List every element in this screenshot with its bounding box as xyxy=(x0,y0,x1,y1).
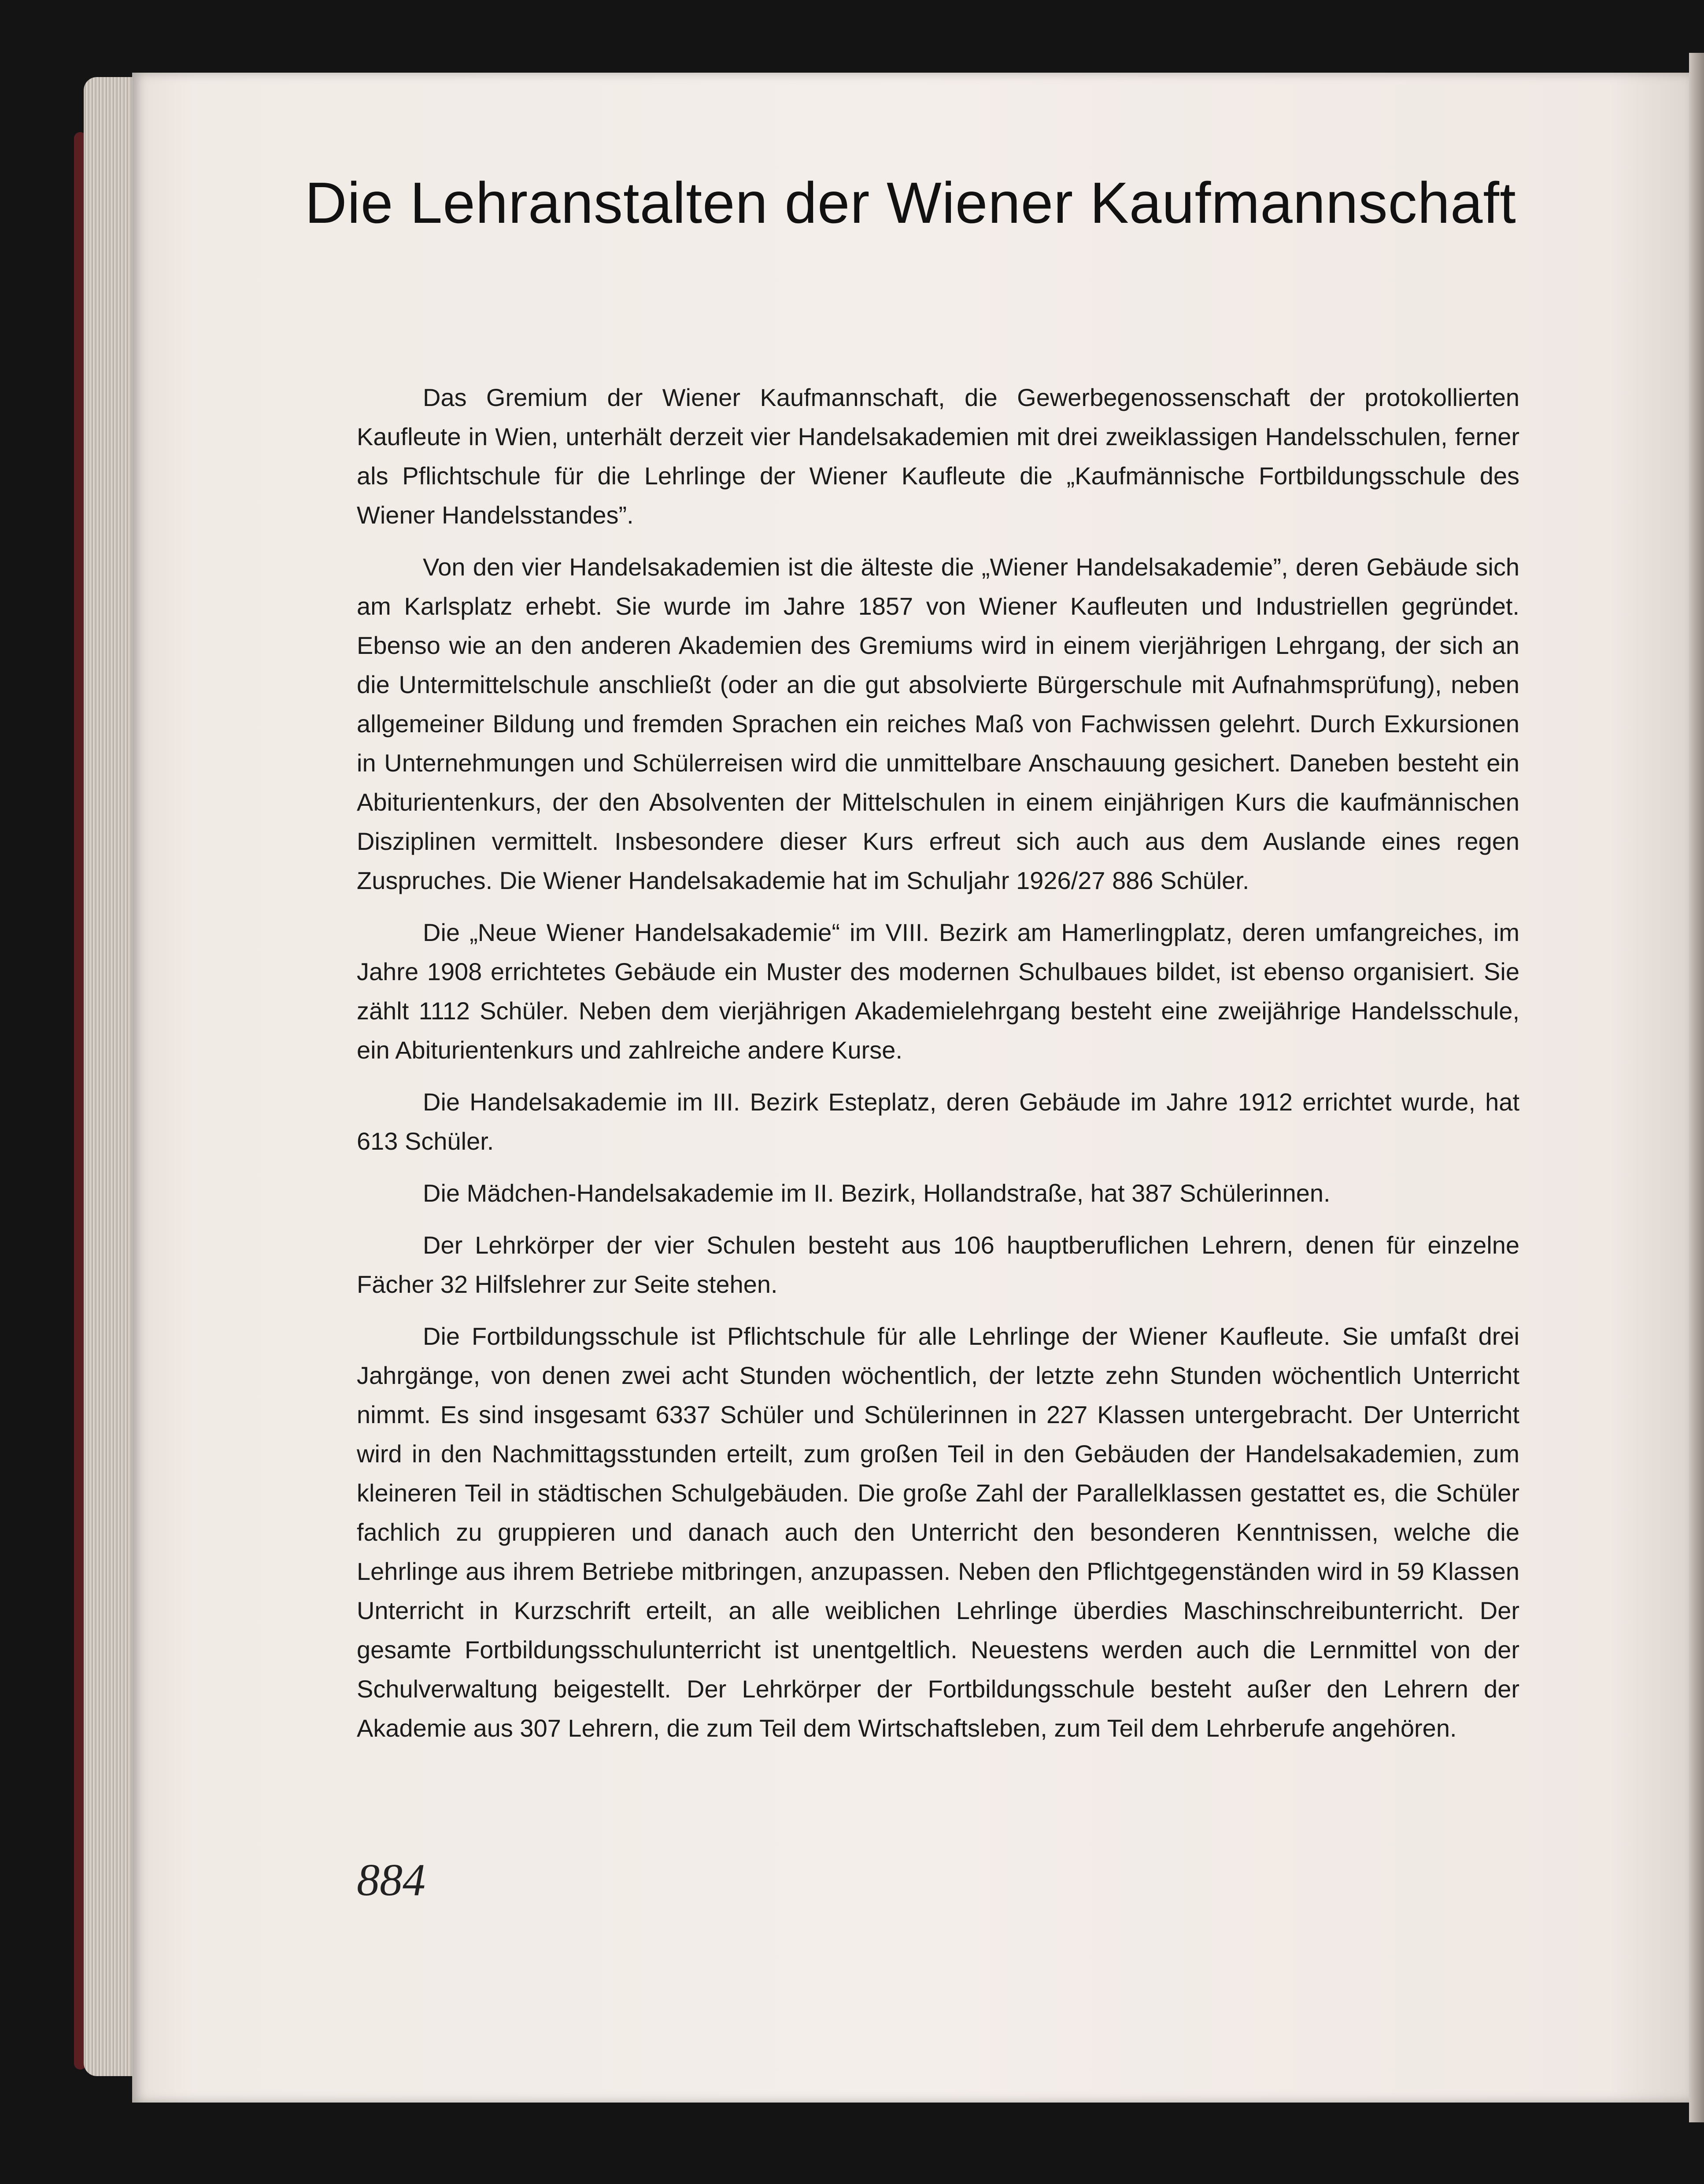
paragraph: Die „Neue Wiener Handelsakademie“ im VIII. Bezirk am Hamerlingplatz, deren umfangreiches, im Jahre 1908 errichtetes Gebäude ein Muster des modernen Schulbaues bildet, ist ebenso organisiert. Sie zählt 1112 Schüler. Neben dem vierjährigen Akademielehrgang besteht eine zweijährige Handelsschule, ein Abiturientenkurs und zahlreiche andere Kurse. xyxy=(357,919,1519,1064)
paragraph: Die Fortbildungsschule ist Pflichtschule für alle Lehrlinge der Wiener Kaufleute. Sie umfaßt drei Jahrgänge, von denen zwei acht Stunden wöchentlich, der letzte zehn Stunden wöchentlich Unterricht nimmt. Es sind insgesamt 6337 Schüler und Schülerinnen in 227 Klassen untergebracht. Der Unterricht wird in den Nachmittagsstunden erteilt, zum großen Teil in den Gebäuden der Handelsakademien, zum kleineren Teil in städtischen Schulgebäuden. Die große Zahl der Parallelklassen gestattet es, die Schüler fachlich zu gruppieren und danach auch den Unterricht den besonderen Kenntnissen, welche die Lehrlinge aus ihrem Betriebe mitbringen, anzupassen. Neben den Pflichtgegenständen wird in 59 Klassen Unterricht in Kurzschrift erteilt, an alle weiblichen Lehrlinge überdies Maschinschreibunterricht. Der gesamte Fortbildungsschulunterricht ist unentgeltlich. Neuestens werden auch die Lernmittel von der Schulverwaltung beigestellt. Der Lehrkörper der Fortbildungsschule besteht außer den Lehrern der Akademie aus 307 Lehrern, die zum Teil dem Wirtschaftsleben, zum Teil dem Lehrberufe angehören. xyxy=(357,1322,1519,1742)
paragraph: Von den vier Handelsakademien ist die älteste die „Wiener Handelsakademie”, deren Gebäude sich am Karlsplatz erhebt. Sie wurde im Jahre 1857 von Wiener Kaufleuten und Industriellen gegründet. Ebenso wie an den anderen Akademien des Gremiums wird in einem vierjährigen Lehrgang, der sich an die Untermittelschule anschließt (oder an die gut absolvierte Bürgerschule mit Aufnahmsprüfung), neben allgemeiner Bildung und fremden Sprachen ein reiches Maß von Fachwissen gelehrt. Durch Exkursionen in Unternehmungen und Schülerreisen wird die unmittelbare Anschauung gesichert. Daneben besteht ein Abiturientenkurs, der den Absolventen der Mittelschulen in einem einjährigen Kurs die kaufmännischen Disziplinen vermittelt. Insbesondere dieser Kurs erfreut sich auch aus dem Auslande eines regen Zuspruches. Die Wiener Handelsakademie hat im Schuljahr 1926/27 886 Schüler. xyxy=(357,553,1519,894)
page-title: Die Lehranstalten der Wiener Kaufmannschaft xyxy=(305,170,1516,235)
body-text xyxy=(357,378,1519,1760)
paragraph: Die Handelsakademie im III. Bezirk Esteplatz, deren Gebäude im Jahre 1912 errichtet wurde, hat 613 Schüler. xyxy=(357,1088,1519,1155)
page-number: 884 xyxy=(357,1855,425,1905)
paragraph: Die Mädchen-Handelsakademie im II. Bezirk, Hollandstraße, hat 387 Schülerinnen. xyxy=(423,1179,1331,1207)
paragraph: Der Lehrkörper der vier Schulen besteht aus 106 hauptberuflichen Lehrern, denen für einzelne Fächer 32 Hilfslehrer zur Seite stehen. xyxy=(357,1231,1519,1298)
paragraph: Das Gremium der Wiener Kaufmannschaft, die Gewerbegenossenschaft der protokollierten Kaufleute in Wien, unterhält derzeit vier Handelsakademien mit drei zweiklassigen Handelsschulen, ferner als Pflichtschule für die Lehrlinge der Wiener Kaufleute die „Kaufmännische Fortbildungsschule des Wiener Handelsstandes”. xyxy=(357,384,1519,529)
page-right-edge xyxy=(1689,53,1704,2122)
